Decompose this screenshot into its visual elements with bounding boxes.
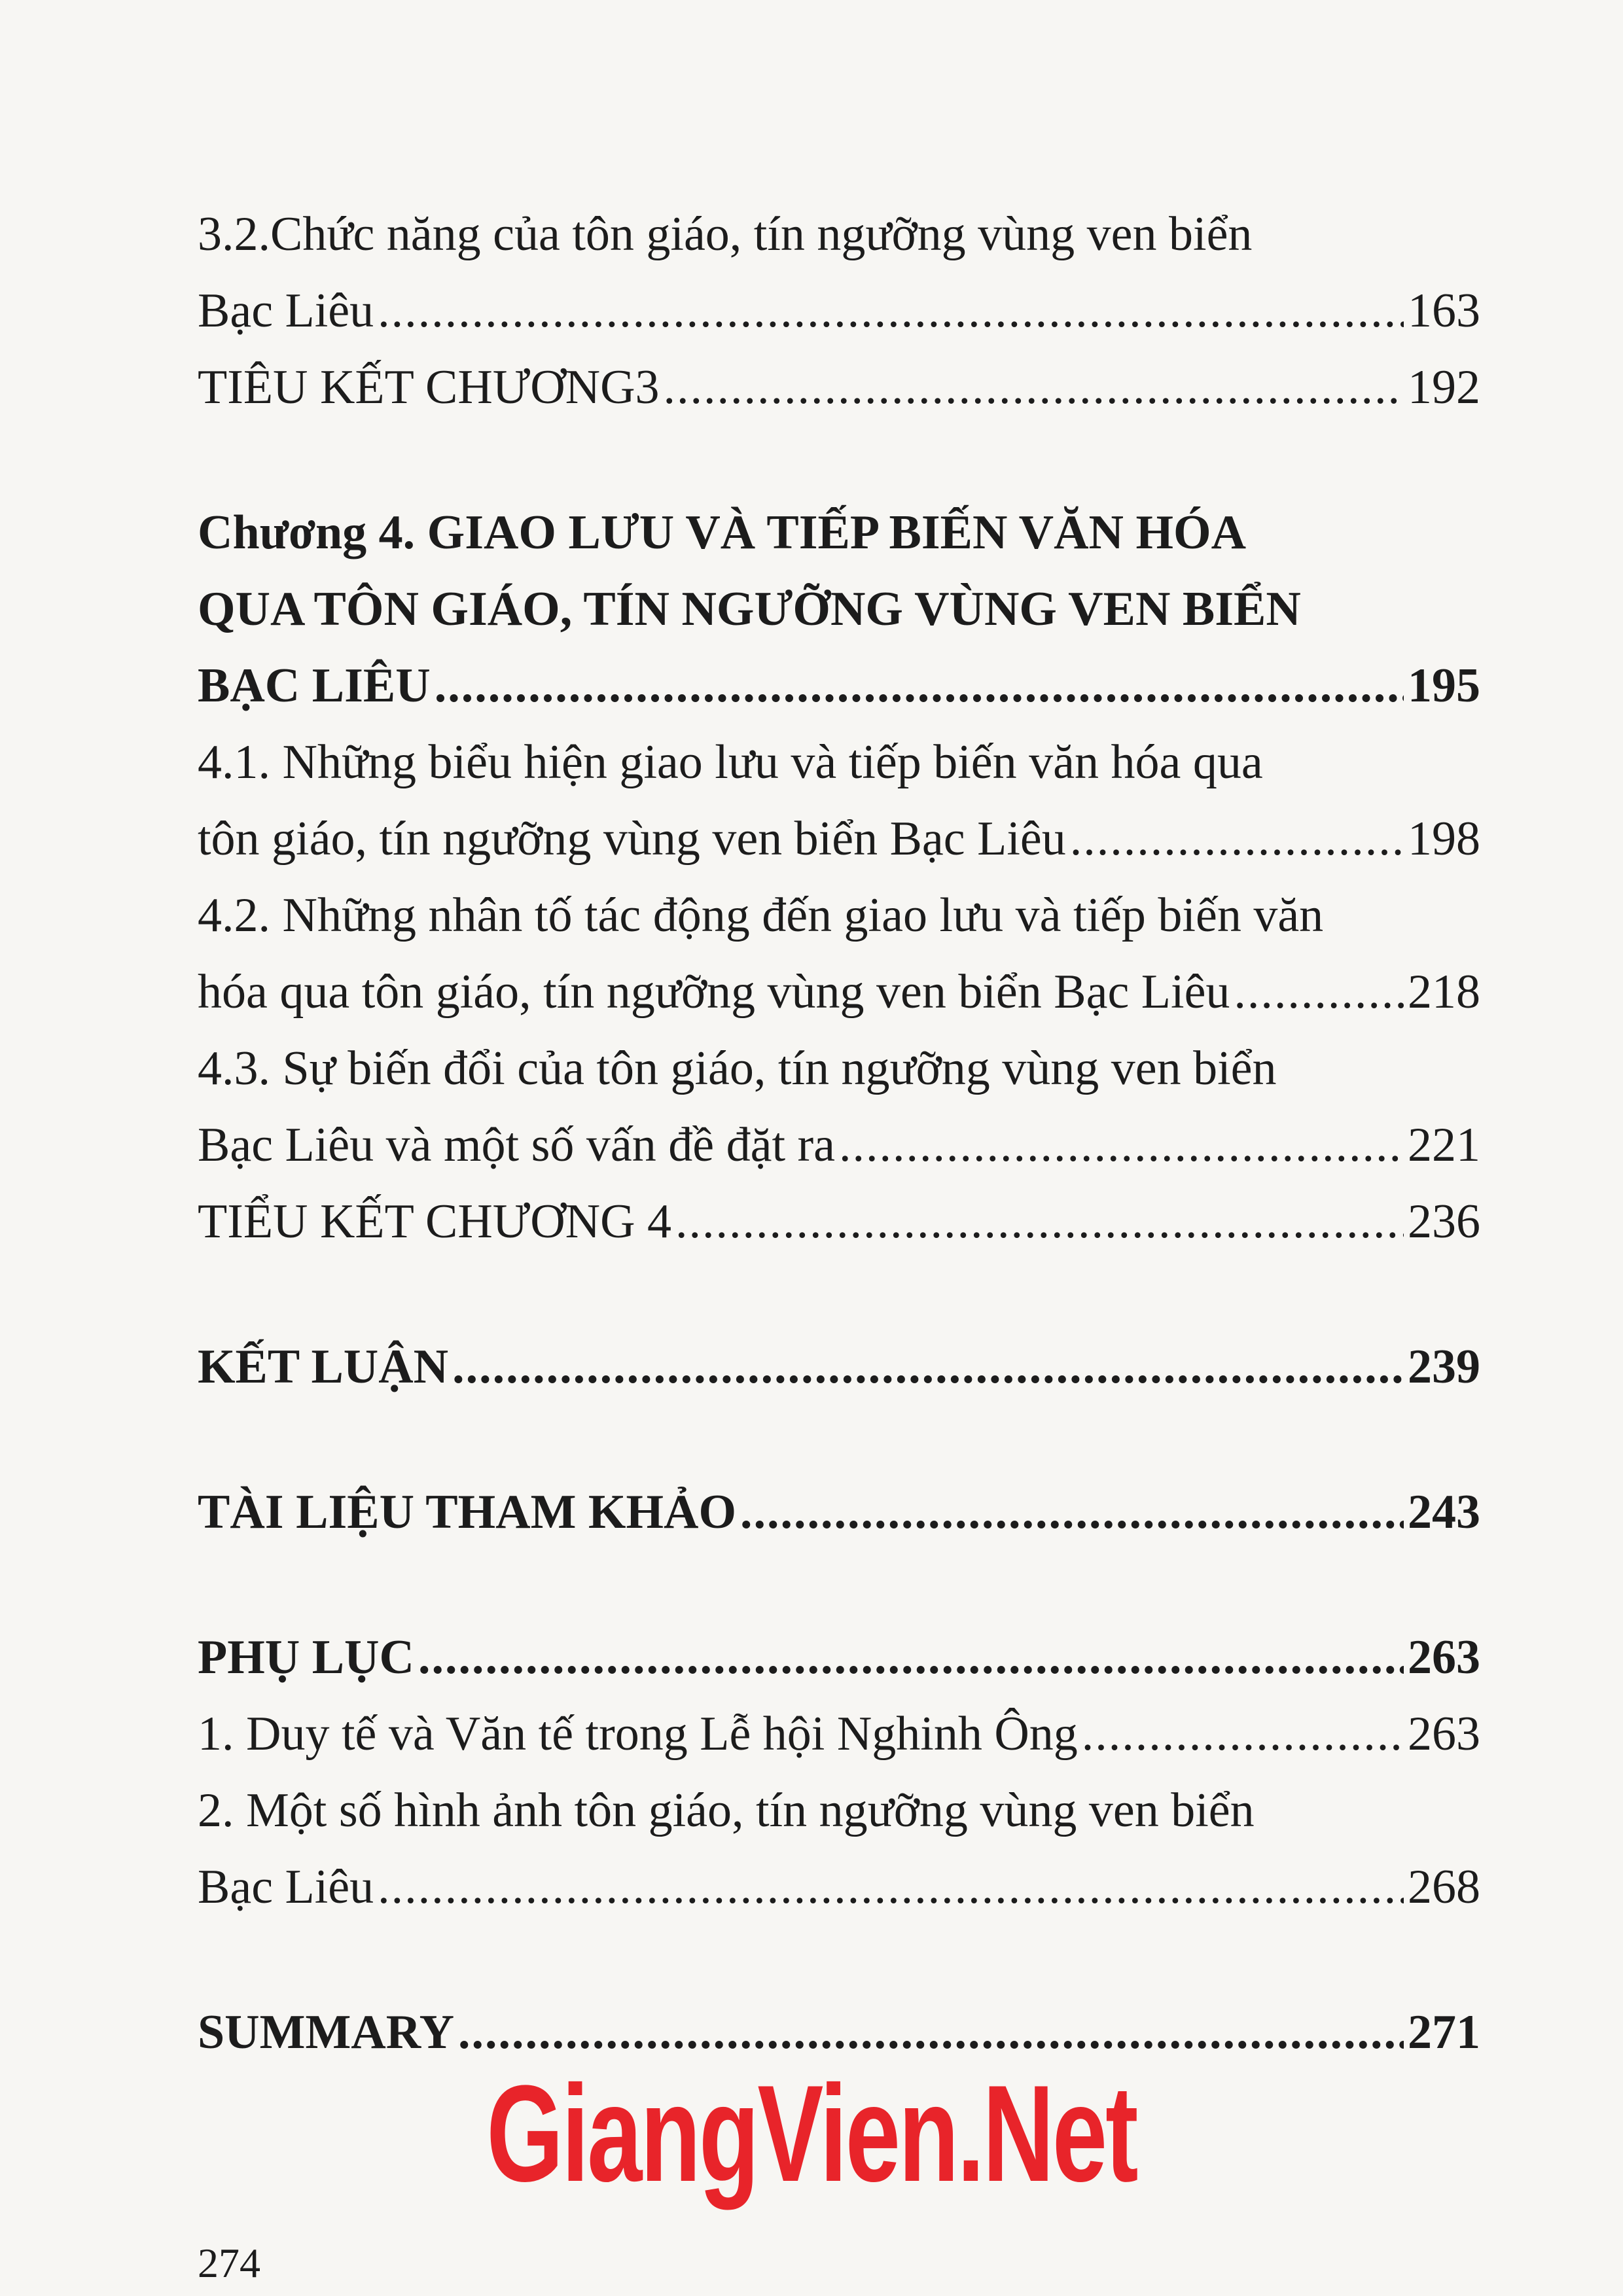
toc-entry-text: tôn giáo, tín ngưỡng vùng ven biển Bạc Liêu (198, 812, 1066, 866)
toc-entry-text: 4.3. Sự biến đổi của tôn giáo, tín ngưỡng vùng ven biển (198, 1042, 1277, 1095)
toc-entry-text: Chương 4. GIAO LƯU VÀ TIẾP BIẾN VĂN HÓA (198, 506, 1247, 559)
toc-entry-text: BẠC LIÊU (198, 659, 431, 713)
toc-entry (198, 1184, 1480, 1260)
toc-entry-text: SUMMARY (198, 2005, 455, 2059)
dot-leader (675, 1184, 1404, 1260)
toc-page-number: 192 (1408, 361, 1480, 414)
watermark: GiangVien.Net (486, 2057, 1137, 2210)
toc-entry-text: QUA TÔN GIÁO, TÍN NGƯỠNG VÙNG VEN BIỂN (198, 582, 1301, 636)
toc-entry (198, 724, 1480, 877)
dot-leader (452, 1329, 1404, 1405)
toc-page-number: 195 (1408, 659, 1480, 713)
toc-entry (198, 1474, 1480, 1551)
toc-entry-text: Bạc Liêu (198, 284, 374, 338)
dot-leader (418, 1619, 1404, 1696)
toc-entry (198, 1031, 1480, 1184)
toc-entry-text: 3.2.Chức năng của tôn giáo, tín ngưỡng vùng ven biển (198, 207, 1253, 261)
toc-page-number: 239 (1408, 1340, 1480, 1394)
toc-entry-text: TÀI LIỆU THAM KHẢO (198, 1485, 737, 1539)
toc-entry (198, 196, 1480, 349)
toc-page-number: 268 (1408, 1860, 1480, 1914)
toc-entry (198, 1329, 1480, 1405)
dot-leader (740, 1474, 1404, 1551)
toc-page-number: 236 (1408, 1195, 1480, 1248)
dot-leader (1070, 801, 1404, 877)
toc-page-number: 263 (1408, 1707, 1480, 1761)
toc-page-number: 263 (1408, 1631, 1480, 1684)
toc-entry (198, 877, 1480, 1031)
dot-leader (664, 349, 1404, 426)
toc-entry-text: 4.2. Những nhân tố tác động đến giao lưu và tiếp biến văn (198, 889, 1324, 942)
toc-page-number: 221 (1408, 1118, 1480, 1172)
toc-page-number: 198 (1408, 812, 1480, 866)
toc-entry-text: Bạc Liêu (198, 1860, 374, 1914)
toc-chapter-heading (198, 495, 1480, 724)
toc-entry (198, 1619, 1480, 1696)
dot-leader (378, 1849, 1404, 1926)
toc-entry-text: KẾT LUẬN (198, 1340, 449, 1394)
table-of-contents (198, 196, 1480, 2071)
toc-page-number: 163 (1408, 284, 1480, 338)
toc-entry-text: PHỤ LỤC (198, 1631, 414, 1684)
toc-entry-text: TIỂU KẾT CHƯƠNG 4 (198, 1195, 672, 1248)
toc-page-number: 271 (1408, 2005, 1480, 2059)
dot-leader (378, 273, 1404, 349)
toc-entry-text: Bạc Liêu và một số vấn đề đặt ra (198, 1118, 835, 1172)
dot-leader (1234, 954, 1404, 1031)
toc-entry (198, 1696, 1480, 1773)
toc-page-number: 243 (1408, 1485, 1480, 1539)
page-number: 274 (198, 2240, 260, 2286)
toc-entry (198, 349, 1480, 426)
toc-entry-text: 1. Duy tế và Văn tế trong Lễ hội Nghinh Ông (198, 1707, 1078, 1761)
toc-page-number: 218 (1408, 965, 1480, 1019)
dot-leader (435, 648, 1404, 724)
toc-entry-text: TIÊU KẾT CHƯƠNG3 (198, 361, 660, 414)
dot-leader (839, 1107, 1404, 1184)
toc-entry-text: 2. Một số hình ảnh tôn giáo, tín ngưỡng vùng ven biển (198, 1784, 1255, 1837)
toc-entry-text: 4.1. Những biểu hiện giao lưu và tiếp biến văn hóa qua (198, 735, 1263, 789)
toc-entry (198, 1773, 1480, 1926)
dot-leader (1082, 1696, 1404, 1773)
toc-entry-text: hóa qua tôn giáo, tín ngưỡng vùng ven biển Bạc Liêu (198, 965, 1230, 1019)
